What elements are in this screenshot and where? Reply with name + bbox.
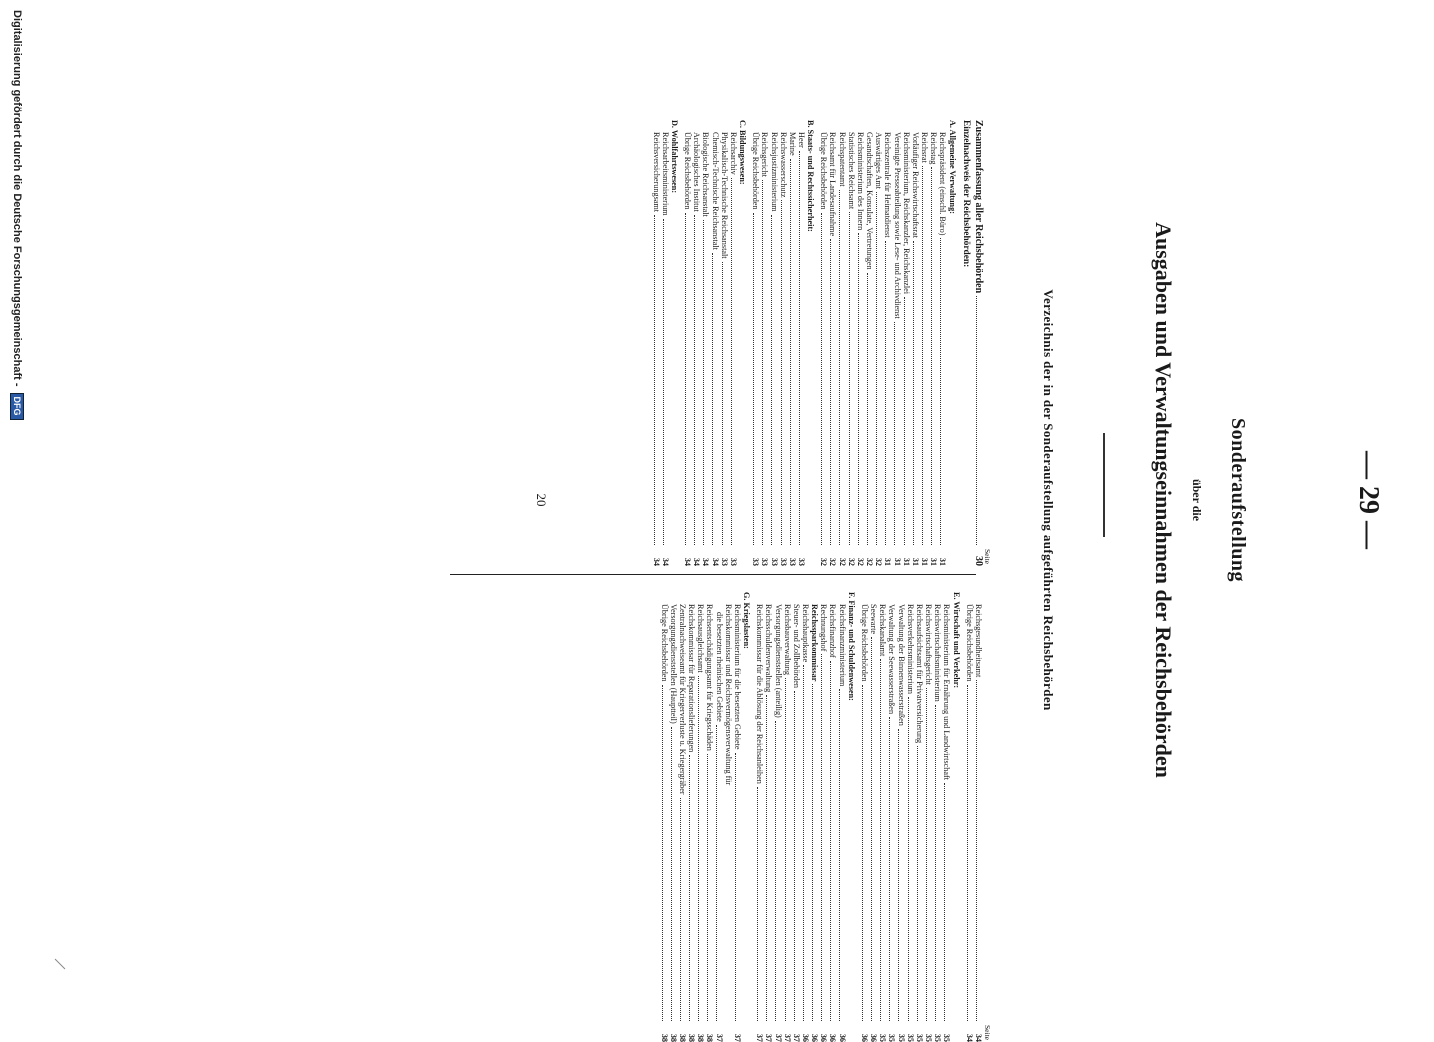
list-item: Reichskommissar für die Ablösung der Reichsanleihen 37 (755, 604, 765, 1042)
list-item: Reichsverkehrsministerium 35 (905, 604, 915, 1042)
list-item: Übrige Reichsbehörden 36 (859, 604, 869, 1042)
list-item: Reichskanalamt 35 (878, 604, 888, 1042)
list-item: Reichsbauverwaltung 37 (782, 604, 792, 1042)
list-item: Seewarte 36 (869, 604, 879, 1042)
leader-dots (976, 296, 978, 545)
list-item: Übrige Reichsbehörden 33 (751, 132, 761, 566)
column-divider (450, 574, 976, 575)
list-item: Heer 33 (797, 132, 807, 566)
seite-label: Seite (983, 549, 992, 564)
list-item: Verwaltung der Binnenwasserstraßen 35 (896, 604, 906, 1042)
list-item: Reichsgesundheitsamt 34 (973, 604, 983, 1042)
list-item: Reichsversicherungsamt 34 (651, 132, 661, 566)
page-number: — 29 — (1353, 451, 1384, 549)
list-item: Reichsarbeitsministerium 34 (660, 132, 670, 566)
list-item: Reichsarchiv 33 (728, 132, 738, 566)
credit-text: Digitalisierung gefördert durch die Deutsche Forschungsgemeinschaft - (11, 10, 23, 387)
digitization-credit (6, 0, 28, 1000)
list-item: Reichsjustizministerium 33 (769, 132, 779, 566)
right-column (660, 592, 992, 1042)
section-heading-a: A. Allgemeine Verwaltung: (947, 120, 957, 214)
list-item: Reichsgericht 33 (760, 132, 770, 566)
list-item: Reichsrat 31 (920, 132, 930, 566)
title-line-2: über die (1190, 478, 1204, 522)
section-heading-e: E. Wirtschaft und Verkehr: (951, 592, 961, 689)
list-item: Zentralnachweiseamt für Kriegerverluste u. Kriegergräber 38 (678, 604, 687, 1042)
list-item: Auswärtiges Amt 32 (874, 132, 884, 566)
list-item: Vereinigte Presseabteilung sowie Lese- und Archivdienst 31 (892, 132, 902, 566)
list-item: Reichswirtschaftsministerium 35 (933, 604, 943, 1042)
section-heading-d: D. Wohlfahrtswesen: (670, 120, 679, 194)
list-item: Reichsaufsichtsamt für Privatversicherung 35 (914, 604, 924, 1042)
list-item: Reichskommissar für Reparationslieferungen 38 (687, 604, 697, 1042)
list-item: Gesandtschaften, Konsulate, Vertretungen 32 (865, 132, 875, 566)
subtitle: Verzeichnis der in der Sonderaufstellung aufgeführten Reichsbehörden (1041, 289, 1056, 711)
list-item: Reichsministerium des Innern 32 (855, 132, 865, 566)
list-item: Biologische Reichsanstalt 34 (701, 132, 711, 566)
list-item: Reichsausgleichsamt 38 (696, 604, 706, 1042)
dfg-logo-icon: DFG (10, 393, 24, 420)
title-line-3: Ausgaben und Verwaltungseinnahmen der Reichsbehörden (1151, 222, 1176, 778)
list-item: Übrige Reichsbehörden 34 (964, 604, 974, 1042)
list-item: Übrige Reichsbehörden 34 (683, 132, 693, 566)
list-item: Versorgungsdienststellen (anteilig) 37 (773, 604, 783, 1042)
list-item: Reichsministerium, Reichskanzler, Reichskanzlei 31 (901, 132, 911, 566)
detail-heading: Einzelnachweis der Reichsbehörden: (960, 120, 971, 268)
list-item: Versorgungsdienststellen (Hauptteil) 38 (668, 604, 678, 1042)
list-item: Übrige Reichsbehörden 32 (819, 132, 829, 566)
list-item: Reichspräsident (einschl. Büro) 31 (938, 132, 948, 566)
list-item: Archäologisches Institut 34 (692, 132, 702, 566)
list-item: Rechnungshof 36 (819, 604, 829, 1042)
list-item: Reichsfinanzhof 36 (828, 604, 838, 1042)
scan-mark-icon (54, 958, 66, 970)
list-item: Reichstag 31 (929, 132, 939, 566)
list-item: Reichsamt für Landesaufnahme 32 (828, 132, 838, 566)
list-item: Reichsministerium für die besetzten Gebiete 37 (732, 604, 742, 1042)
list-item: Reichsfinanzministerium 36 (837, 604, 847, 1042)
list-item: Übrige Reichsbehörden 38 (659, 604, 669, 1042)
seite-label: Seite (983, 1025, 992, 1040)
summary-entry (974, 120, 983, 566)
footer-page-number: 20 (534, 493, 549, 507)
list-item: Verwaltung der Seewasserstraßen 35 (887, 604, 897, 1042)
section-heading-b: B. Staats- und Rechtssicherheit: (806, 120, 816, 232)
title-line-1: Sonderaufstellung (1227, 417, 1249, 583)
list-item: Reichsministerium für Ernährung und Landwirtschaft 35 (942, 604, 952, 1042)
list-item: Statistisches Reichsamt 32 (846, 132, 856, 566)
list-item-wrap-first: Reichskommissar und Reichsvermögensverwaltung für (723, 604, 733, 786)
list-item: Marine 33 (787, 132, 797, 566)
list-item: Reichspatentamt 32 (837, 132, 847, 566)
list-item: Reichswasserschutz 33 (778, 132, 788, 566)
list-item: die besetzten rheinischen Gebiete 37 (714, 612, 724, 1042)
entry-label: Zusammenfassung aller Reichsbehörden (972, 120, 984, 294)
list-item: Reichshauptkasse 36 (801, 604, 811, 1042)
section-heading-g: G. Kriegslasten: (742, 592, 752, 649)
list-item: Reichsschuldenverwaltung 37 (764, 604, 774, 1042)
list-item: Reichswirtschaftsgericht 35 (924, 604, 934, 1042)
list-item: Reichszentrale für Heimatdienst 31 (883, 132, 893, 566)
list-item: Physikalisch-Technische Reichsanstalt 33 (719, 132, 729, 566)
section-heading-f: F. Finanz- und Schuldenwesen: (846, 592, 856, 701)
list-item: Reichssparkommissar 36 (810, 604, 820, 1042)
list-item: Vorläufiger Reichswirtschaftsrat 31 (910, 132, 920, 566)
left-column (652, 120, 992, 566)
list-item: Reichsentschädigungsamt für Kriegsschäden 38 (705, 604, 715, 1042)
list-item: Steuer- und Zollbehörden 37 (791, 604, 801, 1042)
section-heading-c: C. Bildungswesen: (738, 120, 748, 185)
list-item: Chemisch-Technische Reichsanstalt 34 (710, 132, 720, 566)
title-rule (1103, 433, 1105, 537)
entry-page: 30 (972, 556, 984, 566)
